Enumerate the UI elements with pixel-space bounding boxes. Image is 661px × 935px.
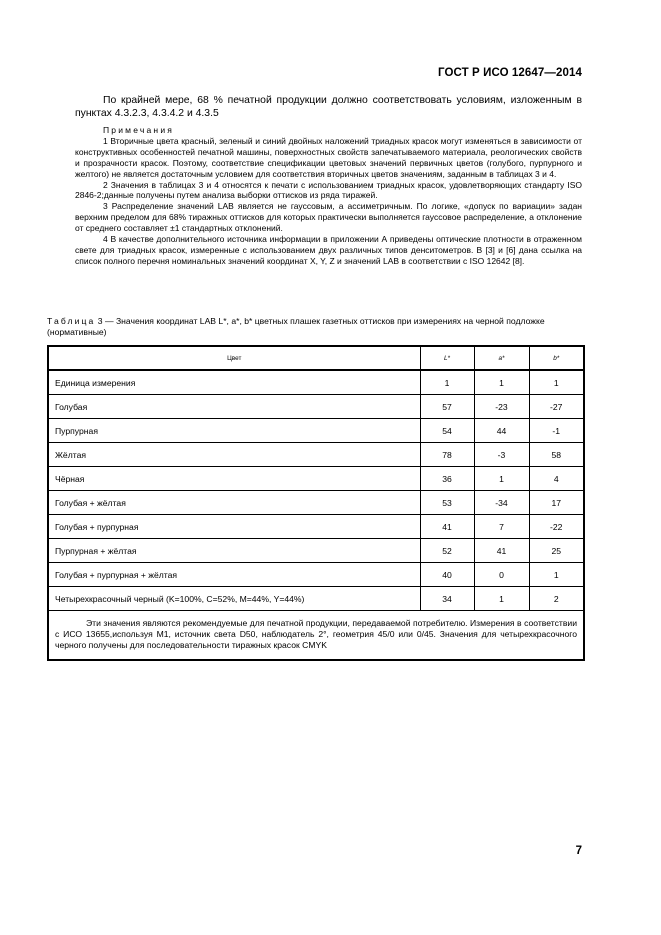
table-label: Таблица: [47, 316, 96, 326]
table-row: [48, 467, 584, 491]
table-footnote-row: [48, 611, 584, 660]
row-b-value: 2: [529, 587, 584, 611]
row-l-value: 53: [420, 491, 474, 515]
table-row: [48, 515, 584, 539]
row-color-name: Пурпурная: [48, 419, 420, 443]
row-a-value: 1: [474, 587, 529, 611]
row-color-name: Голубая + пурпурная: [48, 515, 420, 539]
column-header-l: L*: [420, 346, 474, 370]
row-color-name: Голубая + жёлтая: [48, 491, 420, 515]
row-l-value: 36: [420, 467, 474, 491]
row-b-value: 25: [529, 539, 584, 563]
table-caption-text: 3 — Значения координат LAB L*, a*, b* цветных плашек газетных оттисков при измерениях на черной подложке (нормативные): [47, 316, 545, 337]
table-row: [48, 419, 584, 443]
row-color-name: Чёрная: [48, 467, 420, 491]
note-4: 4 В качестве дополнительного источника информации в приложении А приведены оптические плотности в отраженном свете для триадных красок, измеренные с использованием двух различных типов денситометров. В [3] и [6] дана ссылка на список полного перечня номинальных значений координат X, Y, Z и значений LAB в соответствии с ISO 12642 [8].: [75, 234, 582, 266]
row-a-value: 1: [474, 467, 529, 491]
page-number: 7: [575, 845, 582, 857]
row-color-name: Голубая + пурпурная + жёлтая: [48, 563, 420, 587]
note-2: 2 Значения в таблицах 3 и 4 относятся к печати с использованием триадных красок, удовлетворяющих стандарту ISO 2846-2;данные получены путем анализа выборки оттисков из ряда тиражей.: [75, 179, 582, 201]
row-b-value: 4: [529, 467, 584, 491]
intro-text: По крайней мере, 68 % печатной продукции должно соответствовать условиям, изложенным в пунктах 4.3.2.3, 4.3.4.2 и 4.3.5: [75, 95, 582, 119]
document-header: ГОСТ Р ИСО 12647—2014: [437, 67, 582, 79]
row-a-value: 41: [474, 539, 529, 563]
note-1: 1 Вторичные цвета красный, зеленый и синий двойных наложений триадных красок могут изменяться в зависимости от конструктивных особенностей печатной машины, поверхностных свойств запечатываемого материала, реологических свойств и прозрачности красок. Поэтому, соответствие спецификации цветовых значений первичных цветов (голубого, пурпурного и желтого) не является достаточным условием для соответствия вторичных цветов значениям, заданным в таблицах 3 и 4.: [75, 135, 582, 179]
table-caption: [47, 316, 583, 338]
row-b-value: -22: [529, 515, 584, 539]
column-header-b: b*: [529, 346, 584, 370]
row-a-value: 44: [474, 419, 529, 443]
table-header-row: [48, 346, 584, 370]
row-b-value: -27: [529, 395, 584, 419]
row-a-value: -34: [474, 491, 529, 515]
notes-block: [75, 125, 582, 267]
notes-title: Примечания: [103, 125, 175, 135]
intro-paragraph: [75, 95, 582, 120]
row-a-value: 1: [474, 370, 529, 395]
row-l-value: 57: [420, 395, 474, 419]
row-l-value: 40: [420, 563, 474, 587]
table-row: [48, 395, 584, 419]
column-header-a: a*: [474, 346, 529, 370]
table-row: [48, 587, 584, 611]
row-a-value: -3: [474, 443, 529, 467]
row-b-value: -1: [529, 419, 584, 443]
row-l-value: 41: [420, 515, 474, 539]
table-row: [48, 491, 584, 515]
row-l-value: 34: [420, 587, 474, 611]
row-color-name: Голубая: [48, 395, 420, 419]
row-color-name: Пурпурная + жёлтая: [48, 539, 420, 563]
table-row: [48, 563, 584, 587]
row-l-value: 52: [420, 539, 474, 563]
row-a-value: 0: [474, 563, 529, 587]
row-color-name: Жёлтая: [48, 443, 420, 467]
column-header-color: Цвет: [48, 346, 420, 370]
row-a-value: -23: [474, 395, 529, 419]
row-b-value: 1: [529, 370, 584, 395]
row-color-name: Четырехкрасочный черный (K=100%, C=52%, M=44%, Y=44%): [48, 587, 420, 611]
row-a-value: 7: [474, 515, 529, 539]
table-footnote-text: Эти значения являются рекомендуемые для печатной продукции, передаваемой потребителю. Измерения в соответствии с ИСО 13655,используя M1, источник света D50, наблюдатель 2°, геометрия 45/0 или 0/45. Значения для четырехкрасочного черного получены для последовательности тиражных красок CMYK: [55, 618, 577, 650]
note-3: 3 Распределение значений LAB является не гауссовым, а ассиметричным. По логике, «допуск по вариации» задан верхним пределом для 68% тиражных оттисков для которых практически выполняется гауссовое распределение, а отклонение от среднего составляет ±1 стандартных отклонений.: [75, 201, 582, 234]
lab-values-table: [47, 345, 585, 661]
row-b-value: 1: [529, 563, 584, 587]
row-b-value: 58: [529, 443, 584, 467]
row-l-value: 78: [420, 443, 474, 467]
row-l-value: 1: [420, 370, 474, 395]
table-row: [48, 370, 584, 395]
table-row: [48, 443, 584, 467]
row-color-name: Единица измерения: [48, 370, 420, 395]
row-l-value: 54: [420, 419, 474, 443]
table-footnote: [48, 611, 584, 660]
table-row: [48, 539, 584, 563]
row-b-value: 17: [529, 491, 584, 515]
